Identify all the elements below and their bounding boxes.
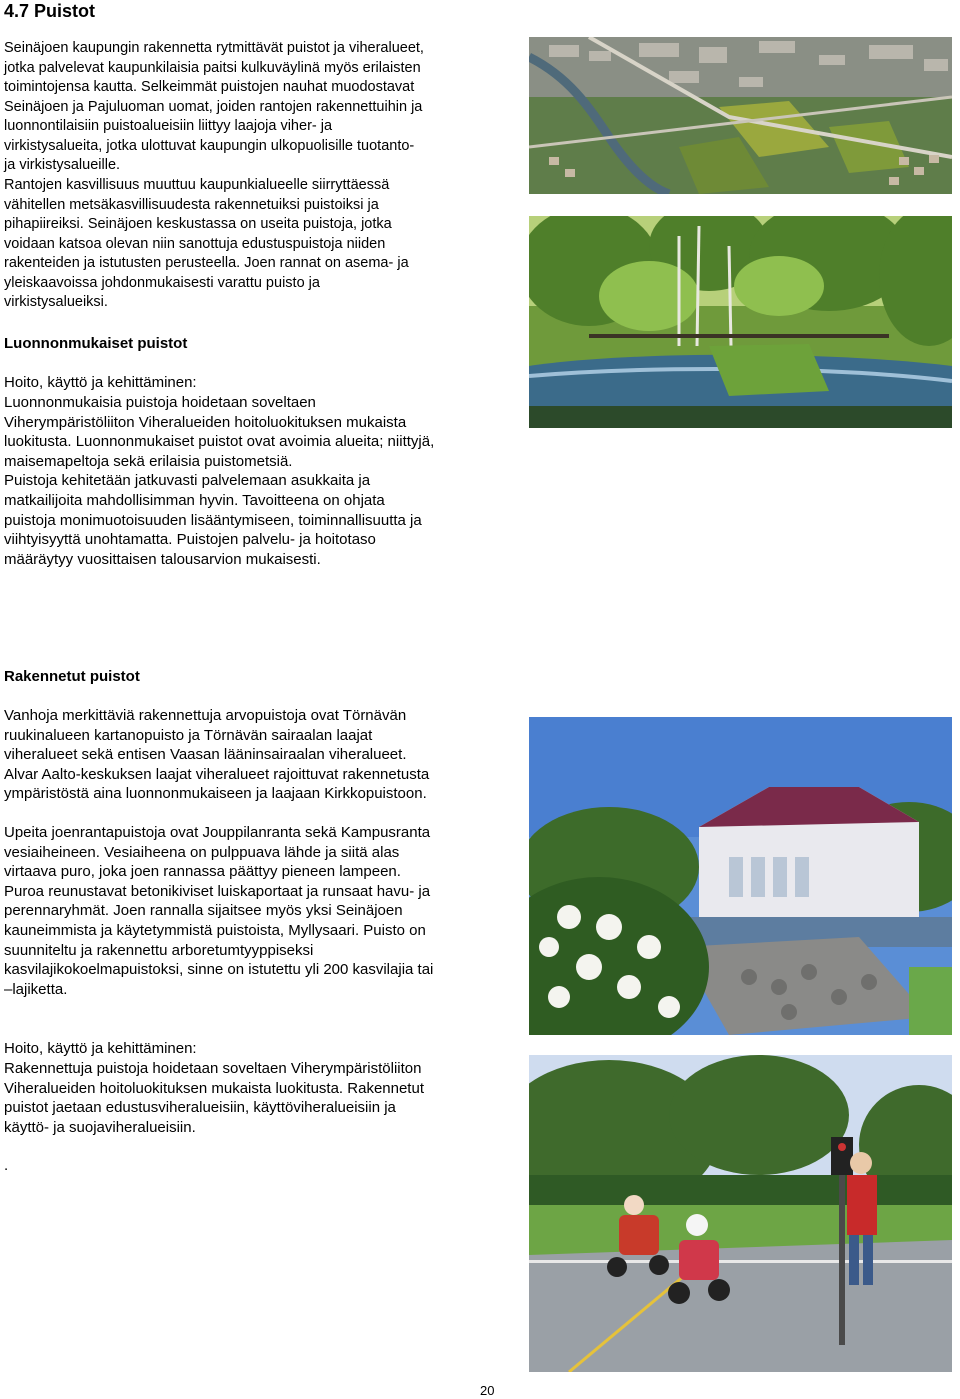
text-line: vesiaiheineen. Vesiaiheena on pulppuava lähde ja siitä alas (4, 843, 400, 861)
text-line: Vanhoja merkittäviä rakennettuja arvopuistoja ovat Törnävän (4, 707, 407, 724)
text-line: ruukinalueen kartanopuisto ja Törnävän sairaalan laajat (4, 726, 373, 744)
intro-paragraph-2 (4, 176, 409, 313)
text-line: yleiskaavoissa johdonmukaisesti varattu puisto ja (4, 274, 320, 291)
text-line: Rakennettuja puistoja hoidetaan soveltaen Viherympäristöliiton (4, 1060, 422, 1077)
text-line: toimintojensa kautta. Selkeimmät puistojen nauhat muodostavat (4, 79, 415, 95)
text-line: virkistysalueiksi. (4, 294, 108, 310)
built-parks-subheading: Hoito, käyttö ja kehittäminen: (4, 1040, 197, 1057)
text-line: Viherympäristöliiton Viheralueiden hoitoluokituksen mukaista (4, 413, 407, 431)
natural-parks-body (4, 393, 434, 569)
aerial-city-photo (529, 37, 952, 194)
text-line: –lajiketta. (4, 980, 68, 998)
intro-paragraph-1 (4, 39, 424, 176)
trailing-dot: . (4, 1157, 9, 1174)
text-line: rakenteiden ja istutusten perusteella. Joen rannat on asema- ja (4, 255, 409, 271)
text-line: voidaan katsoa olevan niin sanottuja edustuspuistoja niiden (4, 235, 386, 252)
built-parks-paragraph-2 (4, 823, 433, 999)
text-line: viheralueet sekä entisen Vaasan lääninsairaalan viheralueet. (4, 746, 407, 764)
text-line: kauneimmista ja käytetymmistä puistoista, Myllysaari. Puisto on (4, 921, 426, 939)
text-line: perennaryhmät. Joen rannalla sijaitsee myös yksi Seinäjoen (4, 902, 403, 920)
traffic-park-photo (529, 1055, 952, 1372)
text-line: määräytyy vuosittaisen talousarvion mukaisesti. (4, 550, 321, 568)
text-line: kasvilajikokoelmapuistoksi, sinne on istutettu yli 200 kasvilajia tai (4, 961, 434, 979)
aalto-centre-photo (529, 717, 952, 1035)
text-line: pihapiireiksi. Seinäjoen keskustassa on useita puistoja, jotka (4, 216, 392, 232)
built-parks-paragraph-3 (4, 1059, 424, 1137)
built-parks-heading: Rakennetut puistot (4, 668, 140, 685)
text-line: puistot jaetaan edustusviheralueisiin, käyttöviheralueisiin ja (4, 1099, 396, 1117)
text-line: käyttö- ja suojaviheralueisiin. (4, 1118, 196, 1136)
text-line: Puroa reunustavat betonikiviset luiskaportaat ja runsaat havu- ja (4, 882, 431, 900)
text-line: Luonnonmukaisia puistoja hoidetaan soveltaen (4, 394, 316, 411)
text-line: Seinäjoen ja Pajuluoman uomat, joiden rantojen rakennettuihin ja (4, 98, 423, 115)
text-line: Rantojen kasvillisuus muuttuu kaupunkialueelle siirryttäessä (4, 177, 390, 193)
text-line: ja virkistysalueille. (4, 157, 121, 173)
text-line: puistoja monimuotoisuuden lisääntymiseen, toiminnallisuutta ja (4, 511, 422, 529)
text-line: Viheralueiden hoitoluokituksen mukaista luokitusta. Rakennetut (4, 1079, 424, 1097)
text-line: luonnontilaisiin puistoalueisiin liittyy laajoja viher- ja (4, 118, 333, 134)
text-line: maisemapeltoja sekä erilaisia puistometsiä. (4, 452, 293, 470)
text-line: ympäristöstä aina luonnonmukaiseen ja laajaan Kirkkopuistoon. (4, 785, 427, 803)
text-line: virkistysalueita, jotka ulottuvat kaupungin ulkopuolisille tuotanto- (4, 137, 415, 154)
text-line: Alvar Aalto-keskuksen laajat viheralueet rajoittuvat rakennetusta (4, 765, 430, 783)
text-line: viihtyisyyttä unohtamatta. Puistojen palvelu- ja hoitotaso (4, 531, 376, 549)
section-title: 4.7 Puistot (4, 1, 96, 21)
text-line: virtaava puro, joka joen rannassa päättyy pieneen lampeen. (4, 863, 401, 881)
text-line: luokitusta. Luonnonmukaiset puistot ovat avoimia alueita; niittyjä, (4, 433, 435, 451)
forest-stream-photo (529, 216, 952, 428)
page-number: 20 (480, 1383, 495, 1398)
text-line: Puistoja kehitetään jatkuvasti palvelemaan asukkaita ja (4, 472, 371, 490)
text-line: suunniteltu ja rakennettu arboretumtyyppiseksi (4, 941, 314, 959)
text-line: vähitellen metsäkasvillisuudesta rakennetuiksi puistoiksi ja (4, 196, 379, 213)
natural-parks-subheading: Hoito, käyttö ja kehittäminen: (4, 374, 197, 391)
built-parks-paragraph-1 (4, 706, 429, 804)
text-line: Upeita joenrantapuistoja ovat Jouppilanranta sekä Kampusranta (4, 824, 431, 841)
natural-parks-heading: Luonnonmukaiset puistot (4, 335, 188, 352)
text-line: Seinäjoen kaupungin rakennetta rytmittävät puistot ja viheralueet, (4, 40, 424, 56)
text-line: jotka palvelevat kaupunkilaisia paitsi kulkuväylinä myös erilaisten (4, 59, 421, 76)
text-line: matkailijoita mahdollisimman hyvin. Tavoitteena on ohjata (4, 491, 385, 509)
